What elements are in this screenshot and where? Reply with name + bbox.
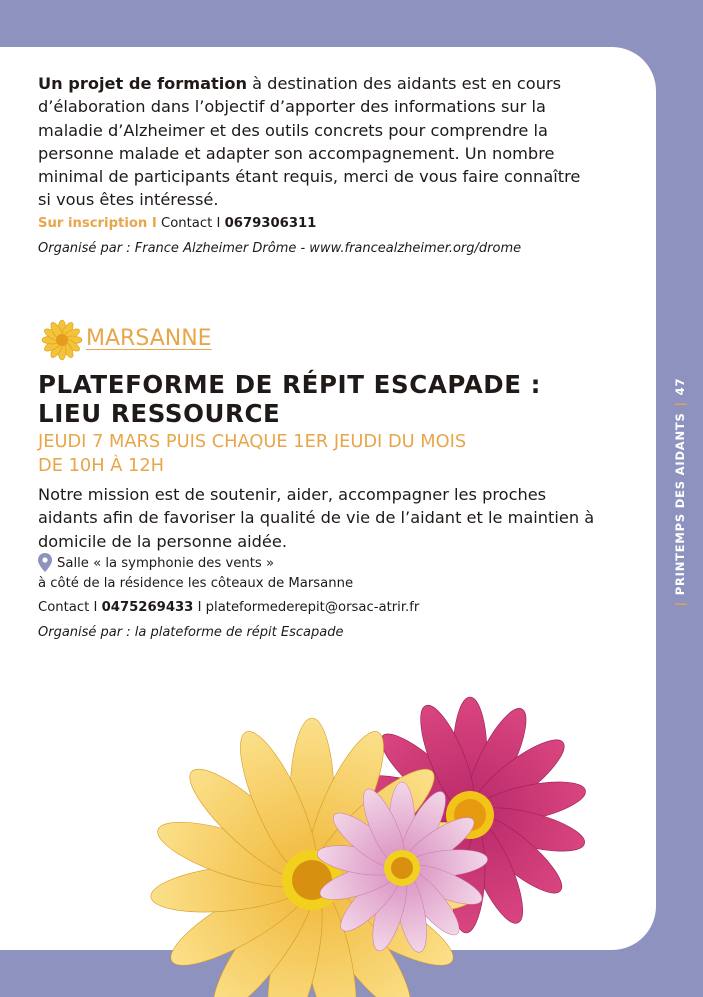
event-phone: 0475269433 <box>101 600 194 615</box>
event-separator: I <box>197 600 202 615</box>
event-title-line1: PLATEFORME DE RÉPIT ESCAPADE : <box>38 370 542 399</box>
event-town: MARSANNE <box>86 326 212 351</box>
page-number: 47 <box>673 377 687 396</box>
intro-organizer: Organisé par : France Alzheimer Drôme - www.francealzheimer.org/drome <box>38 241 522 256</box>
side-section: PRINTEMPS DES AIDANTS <box>673 412 687 596</box>
side-bar-left: | <box>673 601 687 607</box>
intro-text: à destination des aidants est en cours d’élaboration dans l’objectif d’apporter des informations sur la maladie d’Alzheimer et des outils concrets pour comprendre la personne malade et adapter son accompagnement. Un nombre minimal de participants étant requis, merci de vous faire connaître si vous êtes intéressé. <box>38 74 581 210</box>
event-contact-label: Contact I <box>38 600 98 615</box>
signup-label: Sur inscription I <box>38 216 157 231</box>
event-description: Notre mission est de soutenir, aider, accompagner les proches aidants afin de favoriser la qualité de vie de l’aidant et le maintien à domicile de la personne aidée. <box>38 485 595 551</box>
intro-phone: 0679306311 <box>224 216 317 231</box>
event-date-line1: JEUDI 7 MARS PUIS CHAQUE 1ER JEUDI DU MOIS <box>38 431 467 452</box>
event-organizer: Organisé par : la plateforme de répit Escapade <box>38 625 344 640</box>
contact-label: Contact I <box>161 216 221 231</box>
side-bar-right: | <box>673 401 687 407</box>
event-email: plateformederepit@orsac-atrir.fr <box>205 600 420 615</box>
intro-lead: Un projet de formation <box>38 74 247 93</box>
event-date-line2: DE 10H À 12H <box>38 455 165 476</box>
venue-line1: Salle « la symphonie des vents » <box>57 556 275 571</box>
event-title-line2: LIEU RESSOURCE <box>38 399 281 428</box>
venue-line2: à côté de la résidence les côteaux de Marsanne <box>38 576 354 591</box>
